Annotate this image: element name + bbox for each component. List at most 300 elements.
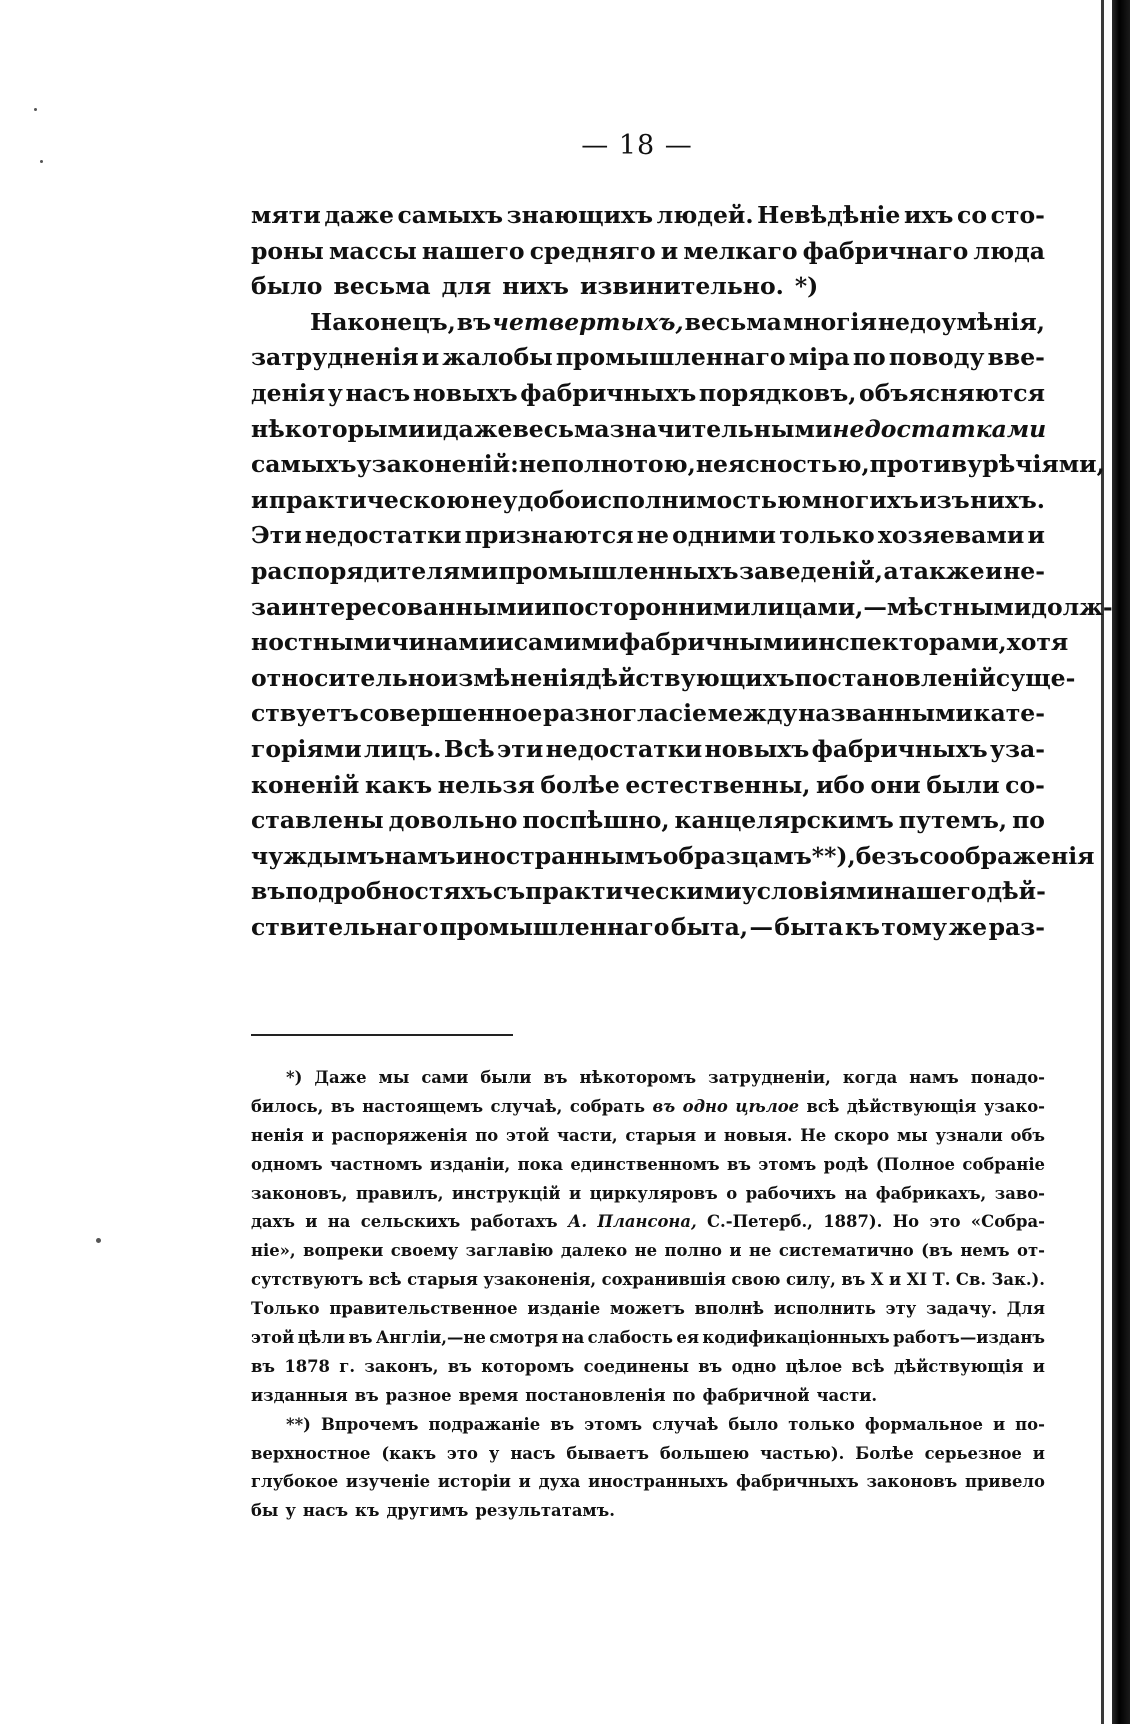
word: въ bbox=[354, 1385, 379, 1405]
body-line bbox=[251, 803, 1045, 839]
body-line bbox=[251, 269, 1045, 305]
word: которомъ bbox=[481, 1356, 575, 1376]
word: вопреки bbox=[303, 1241, 384, 1261]
word: неудобоисполнимостью bbox=[470, 485, 802, 514]
word: въ bbox=[447, 1356, 472, 1376]
footnote-line bbox=[251, 1440, 1045, 1469]
word: верхностное bbox=[251, 1443, 371, 1463]
word: порядковъ, bbox=[698, 378, 857, 407]
word: С.-Петерб., bbox=[707, 1212, 813, 1232]
word: Болѣе bbox=[855, 1443, 914, 1463]
word: были bbox=[480, 1068, 532, 1087]
word: частномъ bbox=[330, 1154, 423, 1174]
word: глубокое bbox=[251, 1472, 339, 1492]
body-line bbox=[251, 625, 1069, 661]
word: дѣй- bbox=[986, 877, 1046, 906]
word: **), bbox=[811, 841, 856, 870]
word: и bbox=[1032, 1443, 1045, 1463]
word: они bbox=[870, 770, 921, 799]
word: разногласіе bbox=[543, 699, 707, 728]
word: нельзя bbox=[437, 770, 535, 799]
word: слабость bbox=[587, 1328, 673, 1348]
word: от- bbox=[1017, 1241, 1045, 1261]
word: распорядителями bbox=[251, 556, 499, 585]
word: всѣ bbox=[806, 1096, 840, 1116]
word: бываетъ bbox=[566, 1443, 649, 1463]
word: изданіи, bbox=[429, 1154, 511, 1174]
word: сто- bbox=[990, 201, 1045, 229]
word: XI bbox=[906, 1270, 928, 1290]
word: сами bbox=[421, 1068, 469, 1087]
word: своему bbox=[390, 1241, 459, 1261]
word: на bbox=[844, 1183, 868, 1203]
word: четвертыхъ, bbox=[492, 307, 684, 336]
word: случаѣ bbox=[652, 1414, 719, 1434]
word: Не bbox=[800, 1125, 827, 1145]
word: практическою bbox=[268, 485, 470, 514]
word: безъ bbox=[855, 841, 920, 870]
word: поспѣшно, bbox=[522, 806, 670, 835]
word: не- bbox=[1003, 556, 1045, 585]
word: Только bbox=[251, 1299, 320, 1319]
body-line bbox=[251, 198, 1045, 234]
word: одномъ bbox=[251, 1154, 323, 1174]
word: людей. bbox=[656, 201, 754, 229]
word: лицами, bbox=[750, 592, 864, 621]
word: Зак.). bbox=[991, 1270, 1045, 1290]
scan-speck bbox=[34, 108, 37, 111]
word: ностными bbox=[251, 628, 392, 657]
word: старыя bbox=[625, 1125, 697, 1145]
word: можетъ bbox=[609, 1299, 685, 1319]
word: время bbox=[458, 1385, 519, 1405]
word: у bbox=[285, 1501, 296, 1521]
word: изданныя bbox=[251, 1385, 348, 1405]
word: — bbox=[863, 592, 887, 621]
word: и bbox=[425, 414, 443, 443]
word: распоряженія bbox=[331, 1125, 468, 1145]
word: фабрикахъ, bbox=[875, 1183, 987, 1203]
word: одними bbox=[672, 521, 776, 550]
word: случаѣ, bbox=[490, 1096, 563, 1116]
word: не bbox=[636, 521, 669, 550]
word: работъ—изданъ bbox=[893, 1328, 1045, 1348]
footnote-line bbox=[251, 1324, 1045, 1353]
word: иностранныхъ bbox=[588, 1472, 729, 1492]
word: законовъ, bbox=[251, 1183, 348, 1203]
word: было bbox=[728, 1414, 779, 1434]
word: кодификаціонныхъ bbox=[702, 1328, 890, 1348]
body-line bbox=[251, 447, 1105, 483]
footnote-line bbox=[251, 1237, 1045, 1266]
word: естественны, bbox=[625, 770, 811, 799]
word: части. bbox=[816, 1385, 878, 1405]
word: кате- bbox=[973, 699, 1045, 728]
word: коненій bbox=[251, 770, 360, 799]
word: Плансона, bbox=[597, 1212, 697, 1232]
word: правилъ, bbox=[355, 1183, 444, 1203]
word: это bbox=[929, 1212, 961, 1232]
word: Св. bbox=[955, 1270, 987, 1290]
scan-speck bbox=[96, 1238, 101, 1243]
word: хотя bbox=[1006, 628, 1069, 657]
word: старыя bbox=[407, 1270, 478, 1290]
word: раз- bbox=[988, 912, 1045, 941]
word: по bbox=[1012, 806, 1045, 835]
word: весьма bbox=[333, 272, 431, 301]
word: признаются bbox=[464, 521, 634, 550]
word: подражаніе bbox=[428, 1414, 541, 1434]
word: одно bbox=[731, 1356, 777, 1376]
word: въ bbox=[456, 307, 492, 336]
word: Невѣдѣніе bbox=[757, 201, 901, 229]
body-line bbox=[251, 412, 1045, 448]
word: извинительно. bbox=[579, 272, 784, 301]
word: мѣстными bbox=[886, 592, 1032, 621]
word: насъ bbox=[302, 1501, 349, 1521]
word: со- bbox=[1005, 770, 1045, 799]
word: узнали bbox=[935, 1125, 1003, 1145]
word: для bbox=[441, 272, 492, 301]
word: и bbox=[305, 1212, 318, 1232]
word: практическими bbox=[525, 877, 742, 906]
word: названными bbox=[798, 699, 973, 728]
word: какъ bbox=[364, 770, 433, 799]
word: дѣйствующія bbox=[846, 1096, 977, 1116]
word: билось, bbox=[251, 1096, 324, 1116]
word: цѣлое bbox=[735, 1096, 800, 1116]
word: быта, bbox=[670, 912, 749, 941]
word: посторонними bbox=[551, 592, 751, 621]
word: въ bbox=[550, 1414, 575, 1434]
body-line bbox=[251, 590, 1113, 626]
word: промышленныхъ bbox=[498, 556, 739, 585]
word: Для bbox=[1006, 1299, 1045, 1319]
word: знающихъ bbox=[506, 201, 654, 229]
word: и bbox=[1032, 1356, 1045, 1376]
word: узаконенія, bbox=[483, 1270, 597, 1290]
word: довольно bbox=[388, 806, 518, 835]
word: измѣненія bbox=[440, 663, 586, 692]
word: только bbox=[779, 521, 875, 550]
word: путемъ, bbox=[898, 806, 1008, 835]
word: условіями bbox=[741, 877, 884, 906]
word: самими bbox=[513, 628, 619, 657]
word: недостатки bbox=[545, 734, 703, 763]
word: насъ bbox=[345, 378, 411, 407]
word: 1887). bbox=[823, 1212, 883, 1232]
body-line bbox=[251, 661, 1076, 697]
word: привело bbox=[964, 1472, 1045, 1492]
footnote-line bbox=[251, 1208, 1045, 1237]
body-line bbox=[251, 554, 1045, 590]
word: скоро bbox=[834, 1125, 890, 1145]
body-line bbox=[251, 732, 1045, 768]
footnote-line bbox=[251, 1064, 1045, 1093]
word: насъ bbox=[510, 1443, 556, 1463]
footnote-line bbox=[251, 1151, 1045, 1180]
word: этомъ bbox=[584, 1414, 643, 1434]
word: ихъ bbox=[903, 201, 954, 229]
word: узаконеній: bbox=[356, 450, 519, 479]
word: объ bbox=[1010, 1125, 1045, 1145]
word: частью). bbox=[760, 1443, 845, 1463]
word: заглавію bbox=[465, 1241, 554, 1261]
word: мяти bbox=[251, 201, 321, 229]
word: въ bbox=[543, 1068, 568, 1087]
word: въ bbox=[698, 1356, 723, 1376]
word: на bbox=[327, 1212, 351, 1232]
word: духа bbox=[538, 1472, 581, 1492]
word: всѣ bbox=[368, 1270, 402, 1290]
word: фабричныхъ bbox=[811, 734, 988, 763]
word: сутствуютъ bbox=[251, 1270, 364, 1290]
word: быта bbox=[774, 912, 844, 941]
word: суще- bbox=[995, 663, 1076, 692]
word: самыхъ bbox=[397, 201, 504, 229]
word: иностраннымъ bbox=[455, 841, 663, 870]
word: собраніе bbox=[962, 1154, 1045, 1174]
word: въ bbox=[330, 1096, 355, 1116]
word: далеко bbox=[560, 1241, 628, 1261]
word: по bbox=[852, 343, 886, 372]
word: люда bbox=[973, 236, 1045, 265]
word: неясностью, bbox=[695, 450, 870, 479]
word: и bbox=[889, 1270, 902, 1290]
word: **) bbox=[286, 1414, 311, 1434]
word: болѣе bbox=[540, 770, 620, 799]
word: неполнотою, bbox=[518, 450, 696, 479]
word: это bbox=[446, 1443, 478, 1463]
footnote-line bbox=[251, 1295, 1045, 1324]
word: недостатки bbox=[304, 521, 462, 550]
word: мы bbox=[378, 1068, 410, 1087]
word: и bbox=[534, 592, 552, 621]
word: въ bbox=[251, 1356, 275, 1376]
word: новыхъ bbox=[412, 378, 518, 407]
word: подробностяхъ bbox=[285, 877, 493, 906]
word: и bbox=[1027, 521, 1045, 550]
footnote-line bbox=[251, 1468, 1045, 1497]
word: а bbox=[883, 556, 899, 585]
word: ея bbox=[676, 1328, 699, 1348]
word: мы bbox=[896, 1125, 928, 1145]
word: пока bbox=[517, 1154, 563, 1174]
word: и bbox=[660, 236, 679, 265]
word: намъ bbox=[384, 841, 456, 870]
word: соображенія bbox=[919, 841, 1095, 870]
word: бы bbox=[251, 1501, 279, 1521]
word: собрать bbox=[569, 1096, 646, 1116]
word: противурѣчіями, bbox=[869, 450, 1105, 479]
word: цѣли bbox=[297, 1328, 346, 1348]
word: г. bbox=[339, 1356, 356, 1376]
word: въ bbox=[841, 1270, 866, 1290]
word: горіями bbox=[251, 734, 362, 763]
body-line bbox=[251, 234, 1045, 270]
word: недоумѣнія, bbox=[877, 307, 1045, 336]
word: всѣ bbox=[851, 1356, 885, 1376]
word: части, bbox=[556, 1125, 618, 1145]
word: не bbox=[634, 1241, 658, 1261]
scan-edge-line bbox=[1101, 0, 1104, 1724]
scan-speck bbox=[40, 160, 43, 163]
word: относительно bbox=[251, 663, 441, 692]
word: постановленія bbox=[525, 1385, 666, 1405]
body-line bbox=[251, 768, 1045, 804]
word: къ bbox=[355, 1501, 380, 1521]
word: промышленнаго bbox=[439, 912, 670, 941]
word: узако- bbox=[983, 1096, 1045, 1116]
word: долж- bbox=[1031, 592, 1113, 621]
word: Но bbox=[892, 1212, 920, 1232]
word: ствительнаго bbox=[251, 912, 439, 941]
word: были bbox=[926, 770, 1000, 799]
body-text bbox=[251, 198, 1113, 945]
word: законъ, bbox=[364, 1356, 439, 1376]
word: законовъ bbox=[866, 1472, 958, 1492]
word: ставлены bbox=[251, 806, 384, 835]
word: ненія bbox=[251, 1125, 304, 1145]
word: значительными bbox=[609, 414, 833, 443]
footnote-line bbox=[251, 1180, 1045, 1209]
word: не bbox=[748, 1241, 772, 1261]
word: мелкаго bbox=[683, 236, 798, 265]
word: силу, bbox=[785, 1270, 836, 1290]
word: ствуетъ bbox=[251, 699, 359, 728]
word: затрудненія bbox=[251, 343, 419, 372]
word: сельскихъ bbox=[360, 1212, 461, 1232]
word: родѣ bbox=[823, 1154, 869, 1174]
word: настоящемъ bbox=[362, 1096, 484, 1116]
word: заведеній, bbox=[739, 556, 883, 585]
word: въ bbox=[251, 877, 286, 906]
body-line bbox=[251, 376, 1045, 412]
word: (въ bbox=[921, 1241, 953, 1261]
word: промышленнаго bbox=[555, 343, 786, 372]
word: уза- bbox=[989, 734, 1045, 763]
word: объясняются bbox=[859, 378, 1045, 407]
word: нихъ bbox=[502, 272, 569, 301]
word: фабричныхъ bbox=[520, 378, 697, 407]
word: же bbox=[948, 912, 988, 941]
word: X bbox=[870, 1270, 884, 1290]
word: правительственное bbox=[329, 1299, 518, 1319]
word: понадо- bbox=[970, 1068, 1045, 1087]
word: вве- bbox=[987, 343, 1045, 372]
body-line bbox=[251, 518, 1045, 554]
word: дѣйствующихъ bbox=[585, 663, 795, 692]
word: въ bbox=[348, 1328, 373, 1348]
word: денія bbox=[251, 378, 326, 407]
word: немъ bbox=[960, 1241, 1010, 1261]
word: свою bbox=[731, 1270, 781, 1290]
word: и bbox=[421, 343, 440, 372]
word: о bbox=[726, 1183, 738, 1203]
word: самыхъ bbox=[251, 450, 357, 479]
word: и bbox=[992, 1414, 1006, 1434]
word: фабричнаго bbox=[802, 236, 969, 265]
word: систематично bbox=[778, 1241, 914, 1261]
body-line bbox=[251, 910, 1045, 946]
word: исполнить bbox=[773, 1299, 876, 1319]
word: 1878 bbox=[284, 1356, 330, 1376]
body-line bbox=[251, 696, 1045, 732]
word: разное bbox=[385, 1385, 452, 1405]
word: (какъ bbox=[381, 1443, 437, 1463]
word: изданіе bbox=[527, 1299, 601, 1319]
word: весьма bbox=[512, 414, 610, 443]
word: формальное bbox=[864, 1414, 983, 1434]
word: цѣлое bbox=[785, 1356, 843, 1376]
word: нихъ. bbox=[970, 485, 1045, 514]
word: въ bbox=[726, 1154, 751, 1174]
word: образцамъ bbox=[662, 841, 812, 870]
word: одно bbox=[682, 1096, 728, 1116]
word: исторіи bbox=[437, 1472, 511, 1492]
word: эти bbox=[496, 734, 544, 763]
word: было bbox=[251, 272, 323, 301]
word: и bbox=[985, 556, 1003, 585]
word: задачу. bbox=[926, 1299, 997, 1319]
word: поводу bbox=[888, 343, 985, 372]
word: *) bbox=[794, 272, 819, 301]
word: канцелярскимъ bbox=[674, 806, 894, 835]
footnote-line bbox=[251, 1497, 1045, 1526]
word: фабричной bbox=[702, 1385, 810, 1405]
word: затрудненіи, bbox=[708, 1068, 831, 1087]
word: по bbox=[475, 1125, 499, 1145]
body-line bbox=[251, 839, 1095, 875]
word: и bbox=[251, 485, 269, 514]
word: единственномъ bbox=[570, 1154, 720, 1174]
word: инспекторами, bbox=[800, 628, 1007, 657]
word: *) bbox=[286, 1068, 303, 1087]
word: Т. bbox=[932, 1270, 951, 1290]
word: смотря bbox=[489, 1328, 559, 1348]
word: инструкцій bbox=[451, 1183, 561, 1203]
word: у bbox=[488, 1443, 500, 1463]
word: А. bbox=[567, 1212, 588, 1232]
word: вполнѣ bbox=[694, 1299, 765, 1319]
word: нѣкоторыми bbox=[251, 414, 426, 443]
word: тому bbox=[881, 912, 947, 941]
word: лицъ. bbox=[363, 734, 442, 763]
word: другимъ bbox=[386, 1501, 469, 1521]
scan-edge-shadow bbox=[1112, 0, 1130, 1724]
word: также bbox=[899, 556, 985, 585]
word: Англіи,—не bbox=[375, 1328, 486, 1348]
word: фабричными bbox=[618, 628, 801, 657]
word: Всѣ bbox=[443, 734, 495, 763]
word: у bbox=[327, 378, 343, 407]
word: жалобы bbox=[442, 343, 553, 372]
word: массы bbox=[328, 236, 417, 265]
word: сохранившія bbox=[601, 1270, 726, 1290]
word: нашего bbox=[421, 236, 525, 265]
body-line bbox=[251, 874, 1045, 910]
word: серьезное bbox=[924, 1443, 1022, 1463]
word: съ bbox=[492, 877, 526, 906]
word: эту bbox=[885, 1299, 917, 1319]
body-line bbox=[251, 305, 1045, 341]
body-line bbox=[251, 340, 1045, 376]
word: чуждымъ bbox=[251, 841, 385, 870]
word: полно bbox=[664, 1241, 722, 1261]
word: и bbox=[569, 1183, 582, 1203]
word: этой bbox=[251, 1328, 295, 1348]
word: только bbox=[788, 1414, 855, 1434]
